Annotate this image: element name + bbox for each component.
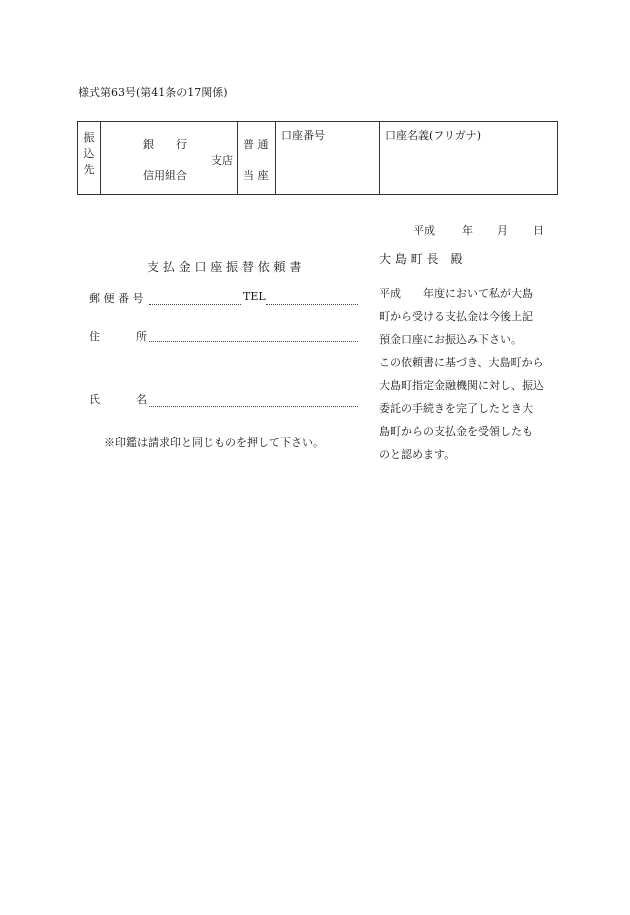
request-line: 大島町指定金融機関に対し、振込 xyxy=(379,379,544,392)
date-day[interactable]: 日 xyxy=(533,224,544,237)
request-line: 島町からの支払金を受領したも xyxy=(379,425,533,438)
credit-union-label: 信用組合 xyxy=(143,169,187,182)
branch-label: 支店 xyxy=(211,154,233,167)
request-line: 預金口座にお振込み下さい。 xyxy=(379,333,522,346)
transfer-to-cell xyxy=(78,122,101,195)
request-text xyxy=(379,282,557,466)
postal-code-field[interactable] xyxy=(149,304,241,305)
account-table xyxy=(77,121,558,195)
date-month[interactable]: 月 xyxy=(497,224,508,237)
seal-note: ※印鑑は請求印と同じものを押して下さい。 xyxy=(104,436,324,449)
request-line: 町から受ける支払金は今後上記 xyxy=(379,310,533,323)
bank-label: 銀 行 xyxy=(143,138,187,151)
transfer-to-char: 振 xyxy=(83,131,95,144)
transfer-to-char: 込 xyxy=(83,147,95,160)
transfer-to-char: 先 xyxy=(83,163,95,176)
account-name-label: 口座名義(フリガナ) xyxy=(385,129,482,142)
postal-code-label: 郵 便 番 号 xyxy=(89,292,144,305)
request-line: 委託の手続きを完了したとき大 xyxy=(379,402,533,415)
bank-cell xyxy=(101,122,238,195)
document-title: 支 払 金 口 座 振 替 依 頼 書 xyxy=(147,260,302,274)
account-type-ordinary: 普 通 xyxy=(243,138,269,151)
address-label: 住 xyxy=(89,330,100,343)
name-label: 名 xyxy=(136,393,147,406)
form-number: 様式第63号(第41条の17関係) xyxy=(78,86,228,99)
request-line: この依頼書に基づき、大島町から xyxy=(379,356,544,369)
name-label: 氏 xyxy=(89,393,100,406)
account-number-label: 口座番号 xyxy=(281,129,325,142)
date-year[interactable]: 年 xyxy=(462,224,473,237)
request-line: のと認めます。 xyxy=(379,448,456,461)
addressee: 大 島 町 長 殿 xyxy=(379,252,463,266)
date-era: 平成 xyxy=(413,224,435,237)
tel-label: TEL xyxy=(243,290,266,303)
name-field[interactable] xyxy=(149,406,358,407)
address-label: 所 xyxy=(136,330,147,343)
account-type-cell xyxy=(238,122,276,195)
account-name-cell[interactable] xyxy=(380,122,558,195)
request-line: 平成 年度において私が大島 xyxy=(379,287,533,300)
account-number-cell[interactable] xyxy=(276,122,380,195)
address-field[interactable] xyxy=(149,341,358,342)
account-type-current: 当 座 xyxy=(243,169,269,182)
tel-field[interactable] xyxy=(266,304,358,305)
